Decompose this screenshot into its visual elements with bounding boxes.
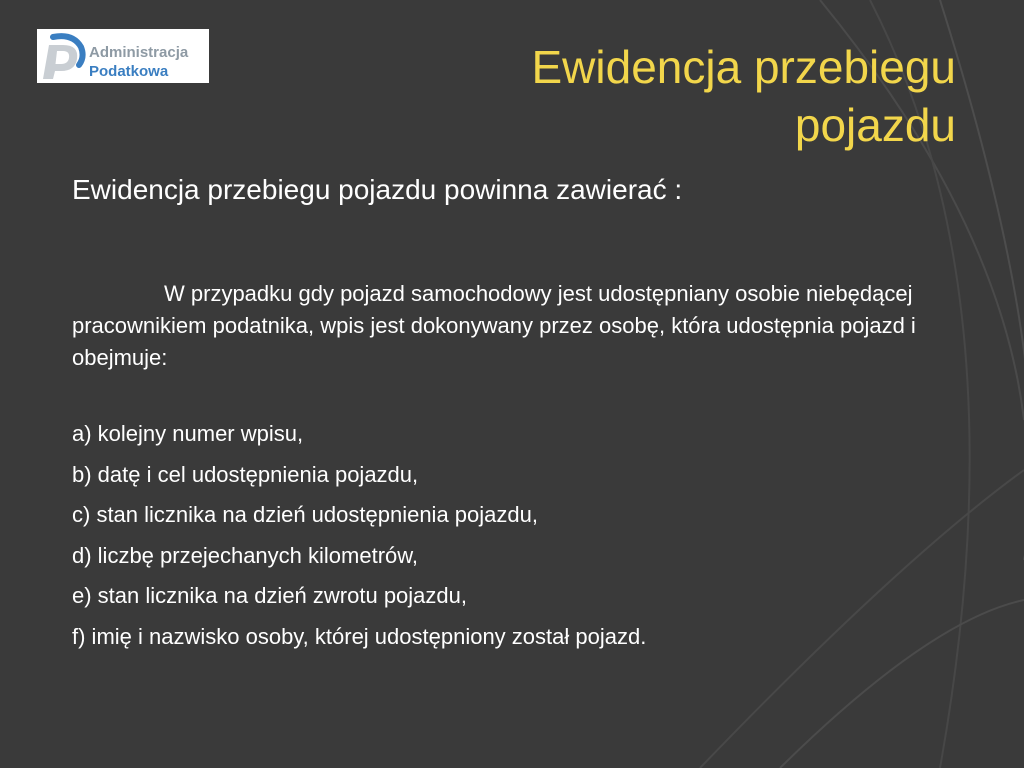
slide-title (356, 38, 956, 154)
list-item: d) liczbę przejechanych kilometrów, (72, 542, 419, 568)
slide-title-line1: Ewidencja przebiegu (531, 41, 956, 93)
slide-content (72, 170, 952, 657)
logo-text-line2: Podatkowa (89, 63, 169, 80)
list-item: a) kolejny numer wpisu, (72, 421, 304, 446)
list-item: e) stan licznika na dzień zwrotu pojazdu, (72, 583, 467, 608)
content-heading: Ewidencja przebiegu pojazdu powinna zawierać : (72, 174, 683, 205)
list-item: c) stan licznika na dzień udostępnienia pojazdu, (72, 502, 538, 527)
list-item: f) imię i nazwisko osoby, której udostępniony został pojazd. (72, 623, 647, 649)
requirements-list (72, 414, 952, 657)
list-item: b) datę i cel udostępnienia pojazdu, (72, 461, 419, 487)
logo (37, 29, 209, 83)
logo-text-line1: Administracja (89, 44, 189, 61)
administracja-podatkowa-logo-icon (39, 31, 87, 81)
content-paragraph: W przypadku gdy pojazd samochodowy jest udostępniany osobie niebędącej pracownikiem podatnika, wpis jest dokonywany przez osobę, która udostępnia pojazd i obejmuje: (72, 281, 916, 370)
slide-title-line2: pojazdu (794, 99, 956, 151)
